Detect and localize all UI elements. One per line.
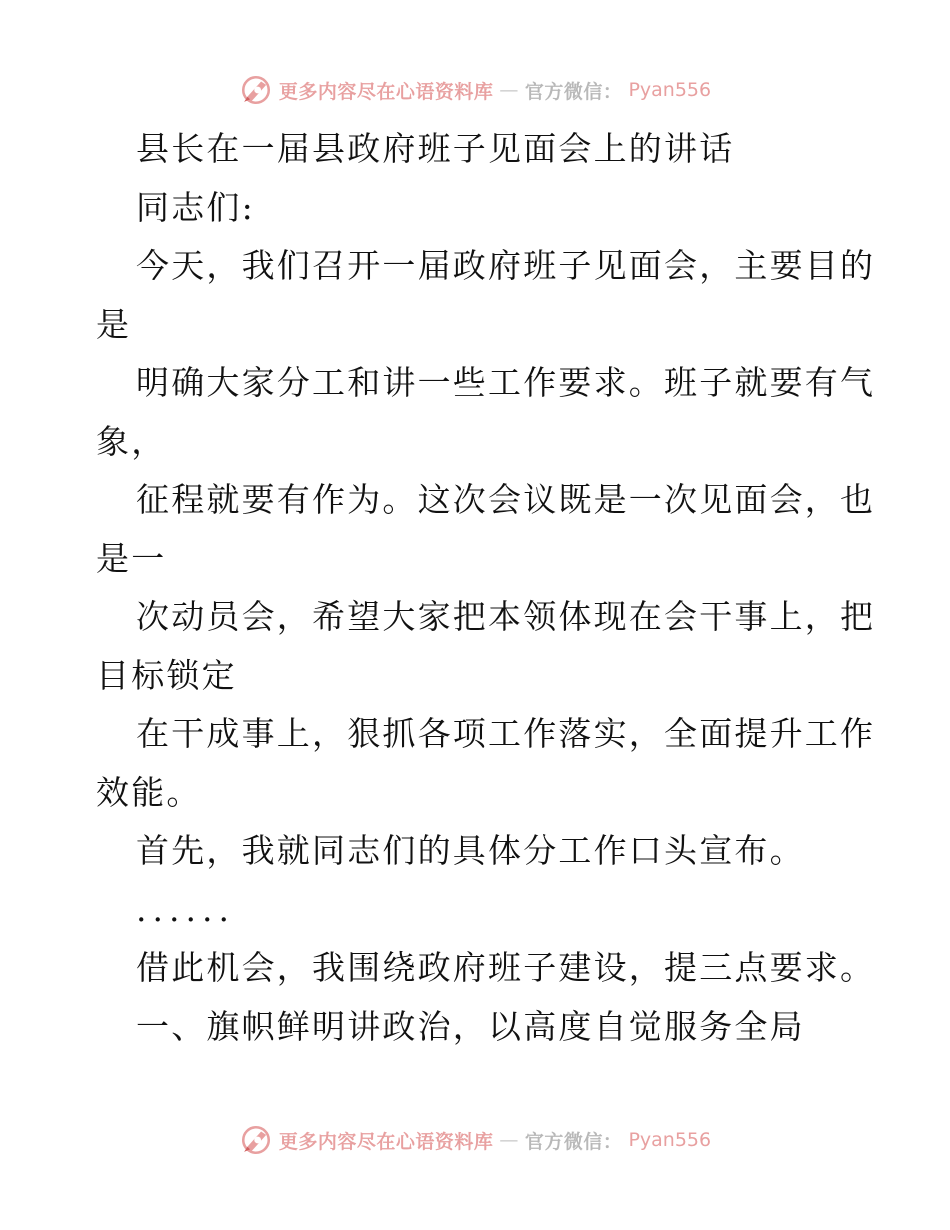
footer-watermark [0, 1120, 950, 1160]
watermark-contact-label: 官方微信： [524, 1130, 623, 1153]
ellipsis-line: ...... [136, 889, 235, 929]
section-heading: 一、旗帜鲜明讲政治，以高度自觉服务全局 [136, 1006, 805, 1046]
paragraph-line: 次动员会，希望大家把本领体现在会干事上，把 [136, 597, 876, 636]
watermark-separator: — [499, 79, 519, 101]
paragraph-line: 今天，我们召开一届政府班子见面会，主要目的 [136, 246, 876, 285]
pen-nib-logo-icon [239, 1123, 273, 1157]
watermark-contact-label: 官方微信： [524, 80, 623, 103]
paragraph-line: 象， [96, 421, 167, 461]
watermark-contact-id: Pyan556 [628, 79, 712, 101]
document-body [96, 120, 876, 1056]
watermark-separator: — [499, 1129, 519, 1151]
paragraph-line: 征程就要有作为。这次会议既是一次见面会，也 [136, 480, 876, 519]
paragraph-line: 在干成事上，狠抓各项工作落实，全面提升工作 [136, 714, 876, 753]
salutation: 同志们: [136, 187, 255, 227]
watermark-brand: 更多内容尽在心语资料库 [278, 80, 494, 103]
paragraph-line: 借此机会，我围绕政府班子建设，提三点要求。 [136, 948, 876, 987]
watermark-contact-id: Pyan556 [628, 1129, 712, 1151]
paragraph-line: 是一 [96, 538, 167, 578]
paragraph-line: 是 [96, 304, 132, 344]
paragraph-line: 目标锁定 [96, 655, 237, 695]
document-title: 县长在一届县政府班子见面会上的讲话 [136, 129, 735, 168]
pen-nib-logo-icon [239, 73, 273, 107]
paragraph-line: 明确大家分工和讲一些工作要求。班子就要有气 [136, 363, 876, 402]
watermark-brand: 更多内容尽在心语资料库 [278, 1130, 494, 1153]
paragraph-line: 首先，我就同志们的具体分工作口头宣布。 [136, 831, 805, 870]
header-watermark [0, 70, 950, 110]
paragraph-line: 效能。 [96, 772, 202, 812]
